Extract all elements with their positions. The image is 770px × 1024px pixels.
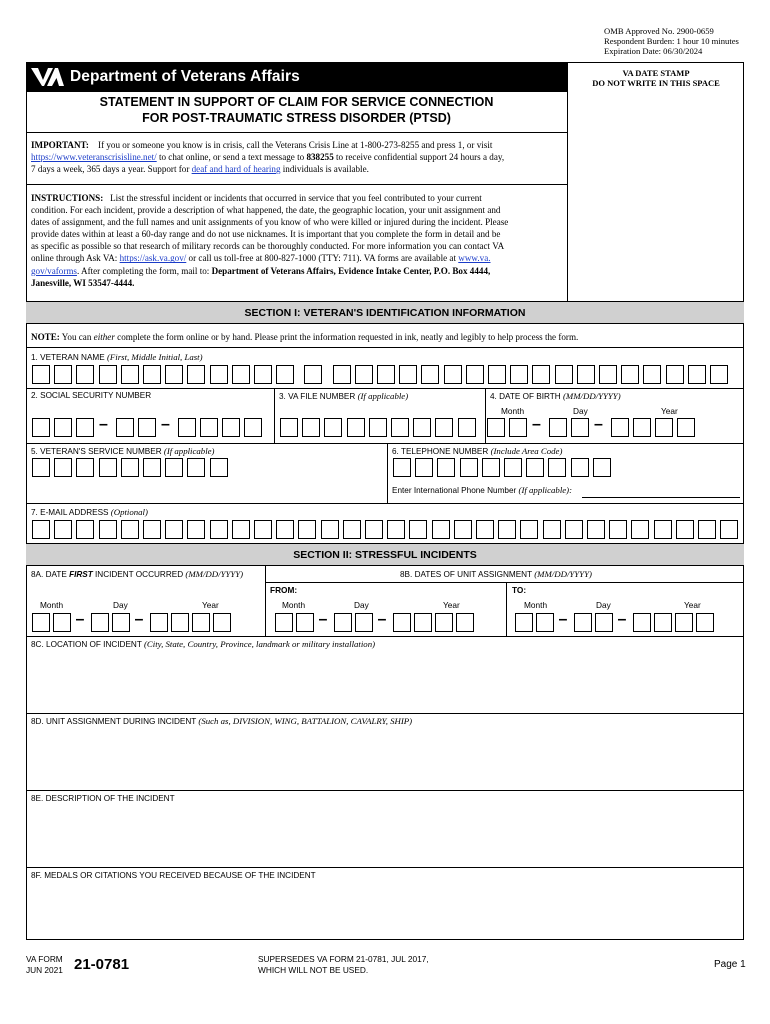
mailing-address: Janesville, WI 53547-4444. xyxy=(31,277,135,288)
important-text: 7 days a week, 365 days a year. Support for xyxy=(31,164,192,175)
char-box[interactable] xyxy=(456,613,474,632)
unit-assignment-label: 8D. UNIT ASSIGNMENT DURING INCIDENT (Such as, DIVISION, WING, BATTALION, CAVALRY, SHIP) xyxy=(31,716,413,726)
omb-info xyxy=(604,26,739,57)
char-box[interactable] xyxy=(298,520,316,539)
char-box[interactable] xyxy=(99,520,117,539)
va-forms-link[interactable]: gov/vaforms xyxy=(31,265,77,276)
char-box[interactable] xyxy=(377,365,395,384)
char-box[interactable] xyxy=(435,418,453,437)
instructions xyxy=(31,192,565,289)
char-box[interactable] xyxy=(532,365,550,384)
char-box[interactable] xyxy=(466,365,484,384)
char-box[interactable] xyxy=(210,365,228,384)
department-name: Department of Veterans Affairs xyxy=(70,68,300,85)
char-box[interactable] xyxy=(99,458,117,477)
char-box[interactable] xyxy=(210,458,228,477)
char-box[interactable] xyxy=(571,458,589,477)
sms-number: 838255 xyxy=(306,152,334,163)
char-box[interactable] xyxy=(254,520,272,539)
char-box[interactable] xyxy=(698,520,716,539)
important-text: individuals is available. xyxy=(280,164,369,175)
char-box[interactable] xyxy=(76,418,94,437)
incident-description-label: 8E. DESCRIPTION OF THE INCIDENT xyxy=(31,794,175,803)
from-day-label: Day xyxy=(354,600,369,610)
title-line-2: FOR POST-TRAUMATIC STRESS DISORDER (PTSD) xyxy=(142,111,451,125)
ssn-label: 2. SOCIAL SECURITY NUMBER xyxy=(31,391,152,400)
dash-separator: – xyxy=(99,416,108,433)
char-box[interactable] xyxy=(76,520,94,539)
char-box[interactable] xyxy=(633,613,651,632)
char-box[interactable] xyxy=(599,365,617,384)
va-forms-link[interactable]: www.va. xyxy=(458,253,491,264)
char-box[interactable] xyxy=(171,613,189,632)
char-box[interactable] xyxy=(76,365,94,384)
char-box[interactable] xyxy=(675,613,693,632)
note-emphasis: either xyxy=(93,332,115,342)
date-stamp-area xyxy=(567,62,744,301)
char-box[interactable] xyxy=(165,365,183,384)
dash-separator: – xyxy=(318,611,328,628)
char-box[interactable] xyxy=(54,418,72,437)
char-box[interactable] xyxy=(355,365,373,384)
char-box[interactable] xyxy=(595,613,613,632)
char-box[interactable] xyxy=(413,418,431,437)
char-box[interactable] xyxy=(244,418,262,437)
char-box[interactable] xyxy=(676,520,694,539)
char-box[interactable] xyxy=(549,418,567,437)
char-box[interactable] xyxy=(415,458,433,477)
dob-day-label: Day xyxy=(573,406,588,416)
char-box[interactable] xyxy=(32,520,50,539)
char-box[interactable] xyxy=(444,365,462,384)
service-number-label: 5. VETERAN'S SERVICE NUMBER (If applicable) xyxy=(31,446,215,456)
char-box[interactable] xyxy=(99,365,117,384)
char-box[interactable] xyxy=(76,458,94,477)
char-box[interactable] xyxy=(280,418,298,437)
dob-year-label: Year xyxy=(661,406,678,416)
char-box[interactable] xyxy=(32,365,50,384)
char-box[interactable] xyxy=(387,520,405,539)
instructions-text: condition. For each incident, provide a description of what happened, the date, the geographic location, your unit assignment and xyxy=(31,205,501,216)
char-box[interactable] xyxy=(633,418,651,437)
dash-separator: – xyxy=(161,416,170,433)
char-box[interactable] xyxy=(526,458,544,477)
char-box[interactable] xyxy=(302,418,320,437)
char-box[interactable] xyxy=(276,520,294,539)
supersedes-line: SUPERSEDES VA FORM 21-0781, JUL 2017, xyxy=(258,954,429,964)
char-box[interactable] xyxy=(276,365,294,384)
instructions-text: or call us toll-free at 800-827-1000 (TTY: 711). VA forms are available at xyxy=(186,253,459,264)
divider xyxy=(26,184,567,185)
char-box[interactable] xyxy=(347,418,365,437)
char-box[interactable] xyxy=(458,418,476,437)
char-box[interactable] xyxy=(631,520,649,539)
instructions-text: as specific as possible so that research of military records can be thoroughly conducted. For more information you can contact VA xyxy=(31,241,505,252)
char-box[interactable] xyxy=(555,365,573,384)
va-form-label: VA FORM xyxy=(26,954,63,964)
intl-phone-label: Enter International Phone Number (If applicable): xyxy=(392,485,573,495)
dash-separator: – xyxy=(617,611,627,628)
incident-location-field[interactable] xyxy=(27,652,743,712)
char-box[interactable] xyxy=(487,418,505,437)
supersedes-note xyxy=(258,954,429,976)
from-label: FROM: xyxy=(270,585,298,595)
va-logo-icon xyxy=(30,65,64,89)
char-box[interactable] xyxy=(393,613,411,632)
important-text: If you or someone you know is in crisis, call the Veterans Crisis Line at 1-800-273-8255 and press 1, or visit xyxy=(98,140,493,150)
dash-separator: – xyxy=(75,611,85,628)
char-box[interactable] xyxy=(414,613,432,632)
first-incident-date-label: 8A. DATE FIRST INCIDENT OCCURRED (MM/DD/YYYY) xyxy=(31,569,244,579)
char-box[interactable] xyxy=(53,613,71,632)
note-label: NOTE: xyxy=(31,332,60,342)
divider xyxy=(26,347,744,348)
char-box[interactable] xyxy=(399,365,417,384)
char-box[interactable] xyxy=(543,520,561,539)
stamp-title: VA DATE STAMP xyxy=(622,68,690,78)
important-text: to chat online, or send a text message to xyxy=(156,152,307,163)
supersedes-line: WHICH WILL NOT BE USED. xyxy=(258,965,369,975)
stamp-note: DO NOT WRITE IN THIS SPACE xyxy=(592,78,720,88)
unit-assignment-dates-label: 8B. DATES OF UNIT ASSIGNMENT (MM/DD/YYYY) xyxy=(400,569,592,579)
to-month-label: Month xyxy=(524,600,548,610)
va-file-number-label: 3. VA FILE NUMBER (If applicable) xyxy=(279,391,409,401)
divider xyxy=(387,443,388,503)
char-box[interactable] xyxy=(710,365,728,384)
char-box[interactable] xyxy=(437,458,455,477)
divider xyxy=(26,636,744,637)
date-of-birth-label: 4. DATE OF BIRTH (MM/DD/YYYY) xyxy=(490,391,621,401)
char-box[interactable] xyxy=(324,418,342,437)
char-box[interactable] xyxy=(296,613,314,632)
char-box[interactable] xyxy=(421,365,439,384)
char-box[interactable] xyxy=(187,458,205,477)
dash-separator: – xyxy=(134,611,144,628)
char-box[interactable] xyxy=(321,520,339,539)
incident-description-field[interactable] xyxy=(27,806,743,866)
incident-month-label: Month xyxy=(40,600,64,610)
to-label: TO: xyxy=(512,585,527,595)
char-box[interactable] xyxy=(654,613,672,632)
char-box[interactable] xyxy=(200,418,218,437)
unit-assignment-field[interactable] xyxy=(27,729,743,789)
dash-separator: – xyxy=(594,416,603,433)
char-box[interactable] xyxy=(116,418,134,437)
char-box[interactable] xyxy=(577,365,595,384)
char-box[interactable] xyxy=(355,613,373,632)
important-label: IMPORTANT: xyxy=(31,140,89,150)
char-box[interactable] xyxy=(91,613,109,632)
char-box[interactable] xyxy=(666,365,684,384)
divider xyxy=(26,867,744,868)
divider xyxy=(26,443,744,444)
to-year-label: Year xyxy=(684,600,701,610)
char-box[interactable] xyxy=(254,365,272,384)
dash-separator: – xyxy=(532,416,541,433)
char-box[interactable] xyxy=(621,365,639,384)
medals-citations-field[interactable] xyxy=(27,884,743,939)
char-box[interactable] xyxy=(32,418,50,437)
divider xyxy=(265,566,266,636)
divider xyxy=(26,388,744,389)
telephone-label: 6. TELEPHONE NUMBER (Include Area Code) xyxy=(392,446,563,456)
va-header xyxy=(26,62,567,92)
char-box[interactable] xyxy=(121,365,139,384)
char-box[interactable] xyxy=(222,418,240,437)
incident-location-label: 8C. LOCATION OF INCIDENT (City, State, Country, Province, landmark or military installation) xyxy=(31,639,376,649)
important-notice xyxy=(31,139,563,175)
divider xyxy=(26,713,744,714)
form-date: JUN 2021 xyxy=(26,965,63,975)
note-text: complete the form online or by hand. Please print the information requested in ink, neatly and legibly to help process the form. xyxy=(114,332,579,342)
char-box[interactable] xyxy=(343,520,361,539)
char-box[interactable] xyxy=(143,520,161,539)
section-1-note xyxy=(31,331,741,343)
char-box[interactable] xyxy=(509,418,527,437)
char-box[interactable] xyxy=(232,520,250,539)
incident-day-label: Day xyxy=(113,600,128,610)
char-box[interactable] xyxy=(654,520,672,539)
ask-va-link[interactable]: https://ask.va.gov/ xyxy=(119,253,187,264)
char-box[interactable] xyxy=(187,520,205,539)
date-stamp-label xyxy=(568,68,744,88)
char-box[interactable] xyxy=(565,520,583,539)
char-box[interactable] xyxy=(192,613,210,632)
divider xyxy=(26,790,744,791)
char-box[interactable] xyxy=(587,520,605,539)
instructions-text: . After completing the form, mail to: xyxy=(76,265,212,276)
char-box[interactable] xyxy=(54,520,72,539)
form-title xyxy=(26,94,567,126)
divider xyxy=(265,582,744,583)
char-box[interactable] xyxy=(593,458,611,477)
char-box[interactable] xyxy=(393,458,411,477)
dash-separator: – xyxy=(377,611,387,628)
char-box[interactable] xyxy=(548,458,566,477)
char-box[interactable] xyxy=(460,458,478,477)
from-month-label: Month xyxy=(282,600,306,610)
char-box[interactable] xyxy=(333,365,351,384)
char-box[interactable] xyxy=(432,520,450,539)
instructions-text: dates of assignment, and the full names and unit assignments of you know of who were killed or injured during the incident. Please xyxy=(31,217,509,228)
dob-month-label: Month xyxy=(501,406,525,416)
deaf-hard-of-hearing-link[interactable]: deaf and hard of hearing xyxy=(191,164,281,175)
char-box[interactable] xyxy=(32,458,50,477)
char-box[interactable] xyxy=(488,365,506,384)
email-label: 7. E-MAIL ADDRESS (Optional) xyxy=(31,507,148,517)
divider xyxy=(26,132,567,133)
char-box[interactable] xyxy=(515,613,533,632)
char-box[interactable] xyxy=(187,365,205,384)
expiration-date: Expiration Date: 06/30/2024 xyxy=(604,46,703,57)
medals-citations-label: 8F. MEDALS OR CITATIONS YOU RECEIVED BECAUSE OF THE INCIDENT xyxy=(31,871,316,880)
section-2-header: SECTION II: STRESSFUL INCIDENTS xyxy=(26,543,744,566)
char-box[interactable] xyxy=(334,613,352,632)
char-box[interactable] xyxy=(520,520,538,539)
instructions-label: INSTRUCTIONS: xyxy=(31,193,104,203)
char-box[interactable] xyxy=(304,365,322,384)
char-box[interactable] xyxy=(365,520,383,539)
char-box[interactable] xyxy=(609,520,627,539)
divider xyxy=(485,388,486,443)
char-box[interactable] xyxy=(165,458,183,477)
char-box[interactable] xyxy=(112,613,130,632)
char-box[interactable] xyxy=(121,520,139,539)
char-box[interactable] xyxy=(232,365,250,384)
crisis-line-link[interactable]: https://www.veteranscrisisline.net/ xyxy=(31,152,157,163)
form-number: 21-0781 xyxy=(74,956,130,973)
instructions-text: provide dates within at least a 60-day range and do not use nicknames. It is important that you complete the form in detail and be xyxy=(31,229,501,240)
divider xyxy=(26,503,744,504)
note-text: You can xyxy=(59,332,94,342)
char-box[interactable] xyxy=(165,520,183,539)
from-year-label: Year xyxy=(443,600,460,610)
dash-separator: – xyxy=(558,611,568,628)
char-box[interactable] xyxy=(574,613,592,632)
char-box[interactable] xyxy=(391,418,409,437)
char-box[interactable] xyxy=(275,613,293,632)
char-box[interactable] xyxy=(32,613,50,632)
char-box[interactable] xyxy=(143,365,161,384)
important-text: to receive confidential support 24 hours a day, xyxy=(333,152,505,163)
page-number: Page 1 xyxy=(714,959,746,970)
char-box[interactable] xyxy=(454,520,472,539)
instructions-text: online through Ask VA: xyxy=(31,253,120,264)
char-box[interactable] xyxy=(688,365,706,384)
char-box[interactable] xyxy=(611,418,629,437)
char-box[interactable] xyxy=(655,418,673,437)
char-box[interactable] xyxy=(696,613,714,632)
section-1-header: SECTION I: VETERAN'S IDENTIFICATION INFORMATION xyxy=(26,301,744,324)
title-line-1: STATEMENT IN SUPPORT OF CLAIM FOR SERVICE CONNECTION xyxy=(99,95,494,109)
char-box[interactable] xyxy=(213,613,231,632)
char-box[interactable] xyxy=(121,458,139,477)
char-box[interactable] xyxy=(504,458,522,477)
char-box[interactable] xyxy=(476,520,494,539)
mailing-address: Department of Veterans Affairs, Evidence Intake Center, P.O. Box 4444, xyxy=(211,265,491,276)
char-box[interactable] xyxy=(54,458,72,477)
veteran-name-label: 1. VETERAN NAME (First, Middle Initial, Last) xyxy=(31,352,203,362)
char-box[interactable] xyxy=(138,418,156,437)
char-box[interactable] xyxy=(369,418,387,437)
char-box[interactable] xyxy=(210,520,228,539)
char-box[interactable] xyxy=(643,365,661,384)
char-box[interactable] xyxy=(510,365,528,384)
char-box[interactable] xyxy=(498,520,516,539)
char-box[interactable] xyxy=(720,520,738,539)
divider xyxy=(274,388,275,443)
respondent-burden: Respondent Burden: 1 hour 10 minutes xyxy=(604,36,739,47)
omb-number: OMB Approved No. 2900-0659 xyxy=(604,26,714,36)
char-box[interactable] xyxy=(435,613,453,632)
char-box[interactable] xyxy=(178,418,196,437)
char-box[interactable] xyxy=(482,458,500,477)
instructions-text: List the stressful incident or incidents that occurred in service that you feel contributed to your current xyxy=(110,193,482,203)
char-box[interactable] xyxy=(143,458,161,477)
char-box[interactable] xyxy=(677,418,695,437)
form-id-block xyxy=(26,954,63,976)
divider xyxy=(506,582,507,636)
intl-phone-field[interactable] xyxy=(582,497,740,498)
char-box[interactable] xyxy=(409,520,427,539)
char-box[interactable] xyxy=(571,418,589,437)
to-day-label: Day xyxy=(596,600,611,610)
char-box[interactable] xyxy=(54,365,72,384)
char-box[interactable] xyxy=(150,613,168,632)
char-box[interactable] xyxy=(536,613,554,632)
incident-year-label: Year xyxy=(202,600,219,610)
